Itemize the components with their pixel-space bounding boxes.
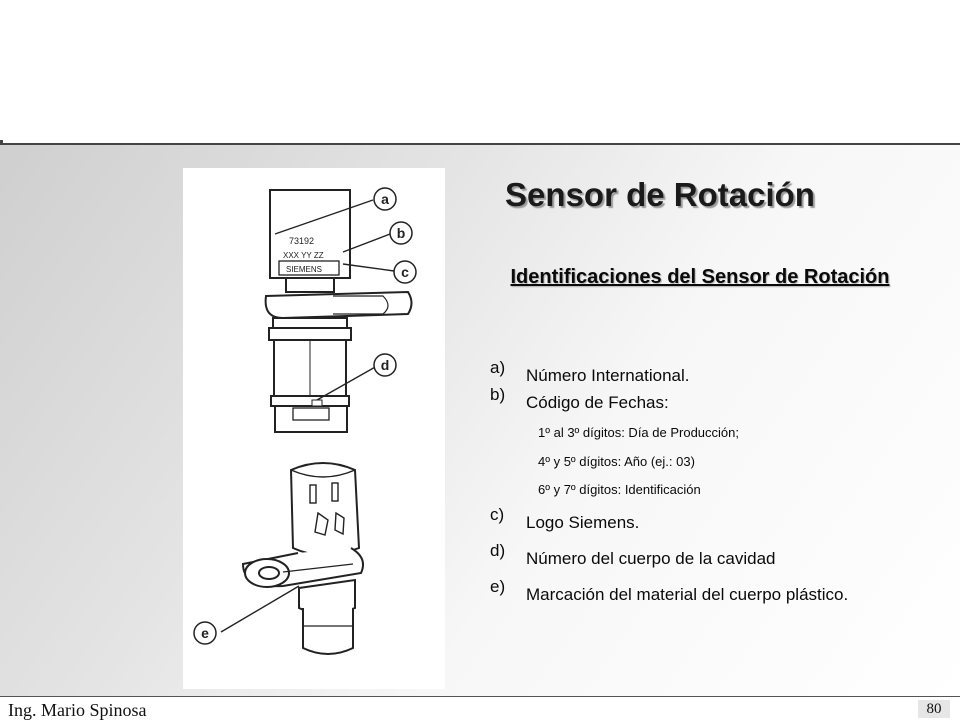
list-item-text: Número del cuerpo de la cavidad	[526, 549, 776, 568]
sensor-number-text: 73192	[289, 236, 315, 246]
list-item-text: Código de Fechas:	[526, 393, 669, 412]
list-item-letter: b)	[490, 385, 506, 404]
page-number: 80	[918, 700, 950, 718]
footer-author: Ing. Mario Spinosa	[8, 700, 147, 720]
sensor-diagram	[183, 168, 445, 689]
date-code-detail: 6º y 7º dígitos: Identificación	[538, 482, 701, 497]
date-code-detail: 1º al 3º dígitos: Día de Producción;	[538, 425, 739, 440]
sensor-date-text: XXX YY ZZ	[283, 251, 324, 260]
slide-subtitle: Identificaciones del Sensor de Rotación	[510, 266, 890, 288]
list-item	[490, 541, 926, 577]
list-item	[490, 385, 926, 421]
callout-c: c	[401, 264, 409, 280]
list-item-text: Marcación del material del cuerpo plástico.	[526, 585, 849, 604]
callout-b: b	[396, 225, 406, 241]
sensor-brand-text: SIEMENS	[286, 265, 323, 274]
callout-a: a	[381, 191, 389, 207]
list-item-letter: d)	[490, 541, 506, 560]
list-item	[490, 577, 856, 613]
list-item-text: Número International.	[526, 366, 690, 385]
slide-title: Sensor de Rotación	[505, 176, 815, 213]
top-blank-area	[0, 0, 960, 143]
date-code-detail: 4º y 5º dígitos: Año (ej.: 03)	[538, 454, 695, 469]
list-item-letter: c)	[490, 505, 505, 524]
callout-e: e	[201, 625, 209, 641]
list-item-text: Logo Siemens.	[526, 513, 640, 532]
callout-d: d	[380, 357, 390, 373]
list-item	[490, 505, 926, 541]
list-item-letter: a)	[490, 358, 506, 377]
list-item-letter: e)	[490, 577, 506, 596]
